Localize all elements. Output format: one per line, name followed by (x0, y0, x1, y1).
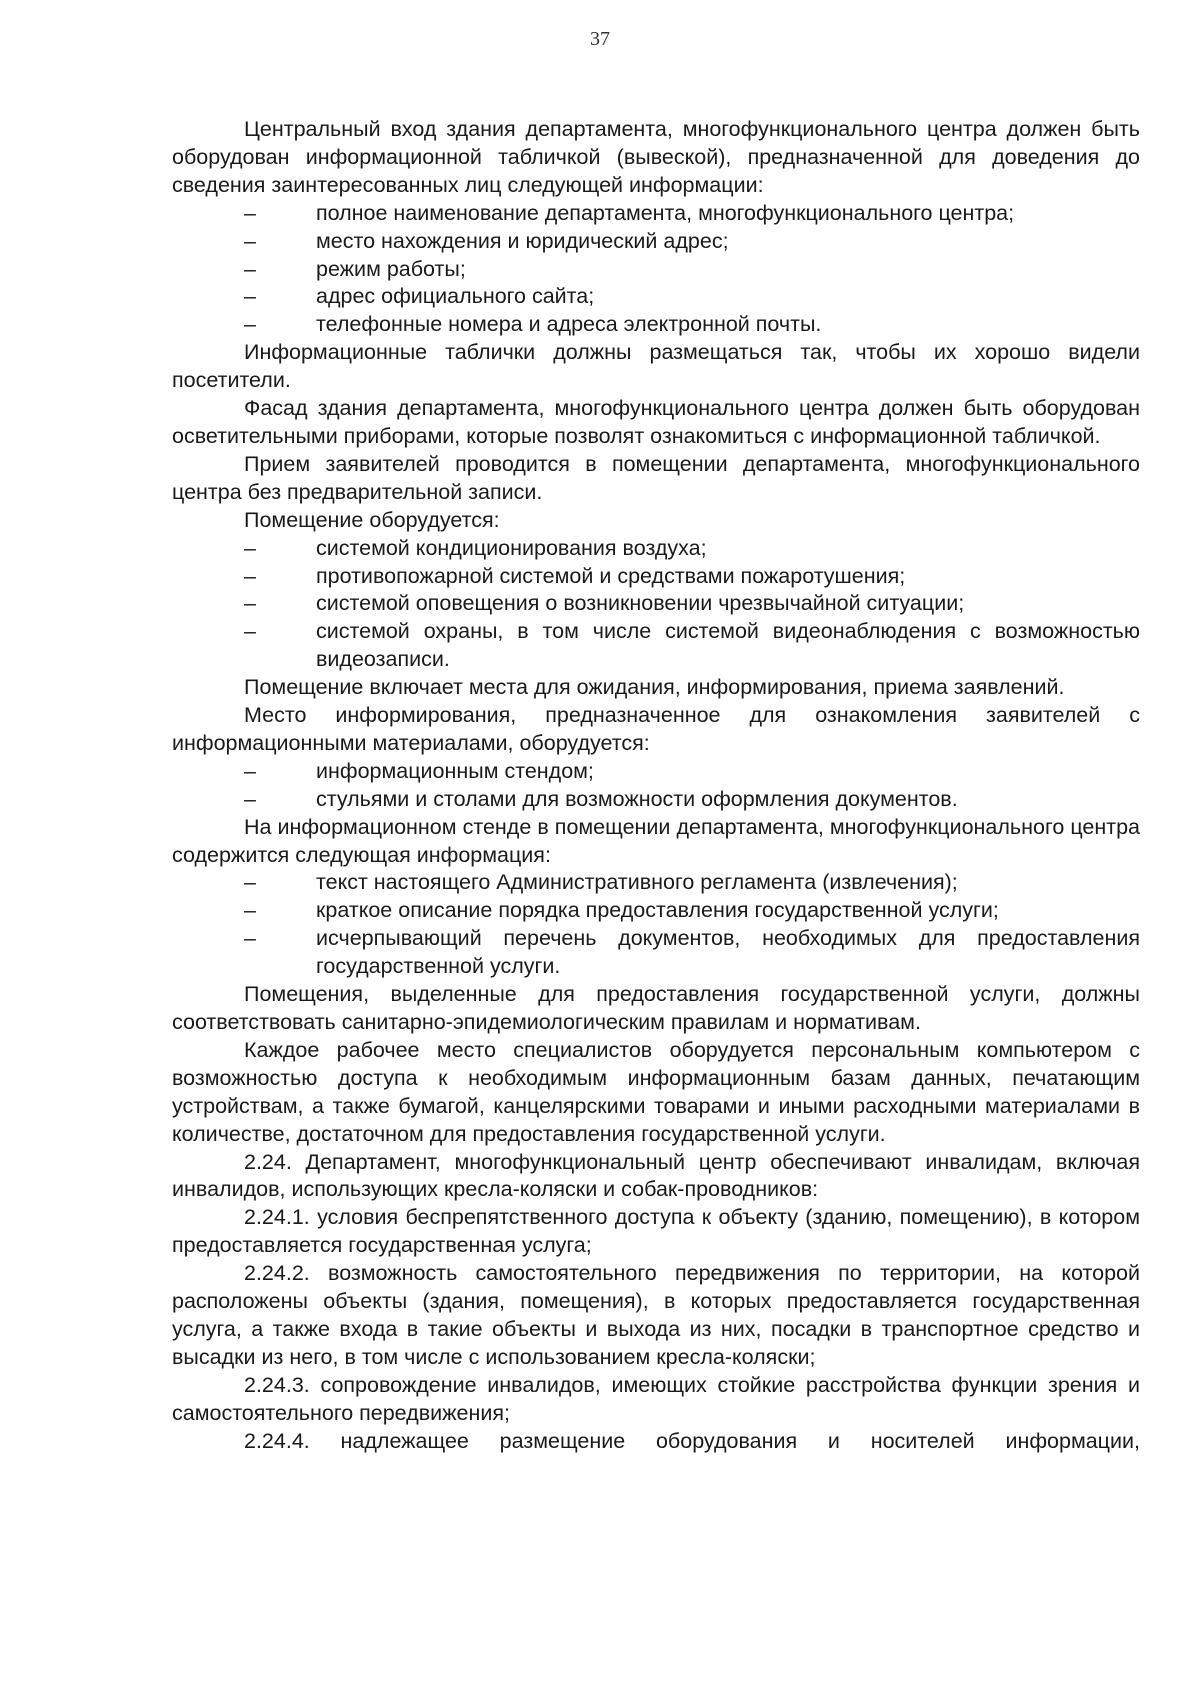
paragraph: Центральный вход здания департамента, многофункционального центра должен быть оборудован информационной табличкой (вывеской), предназначенной для доведения до сведения заинтересованных лиц следующей информации: (172, 117, 1140, 197)
paragraph: 2.24.4. надлежащее размещение оборудования и носителей информации, (244, 1428, 1140, 1453)
list-item (172, 256, 1140, 284)
list-item-text: текст настоящего Административного регламента (извлечения); (316, 870, 958, 895)
list-item-text: системой кондиционирования воздуха; (316, 535, 707, 560)
list-dash: – (244, 228, 256, 253)
list-dash: – (244, 758, 256, 783)
list-item (172, 590, 1140, 618)
list-dash: – (244, 591, 256, 616)
paragraph: Помещение оборудуется: (244, 507, 500, 532)
paragraph: 2.24.1. условия беспрепятственного доступа к объекту (зданию, помещению), в котором предоставляется государственная услуга; (172, 1205, 1140, 1258)
list-item (172, 618, 1140, 674)
paragraph: 2.24.3. сопровождение инвалидов, имеющих стойкие расстройства функции зрения и самостоятельного передвижения; (172, 1372, 1140, 1425)
list-item-text: противопожарной системой и средствами пожаротушения; (316, 563, 906, 588)
list-item (172, 311, 1140, 339)
paragraph: 2.24.2. возможность самостоятельного передвижения по территории, на которой расположены объекты (здания, помещения), в которых предоставляется государственная услуга, а также входа в такие объекты и выхода из них, посадки в транспортное средство и высадки из него, в том числе с использованием кресла-коляски; (172, 1261, 1140, 1369)
paragraph: Информационные таблички должны размещаться так, чтобы их хорошо видели посетители. (172, 340, 1140, 393)
paragraph: Помещение включает места для ожидания, информирования, приема заявлений. (244, 675, 1065, 700)
list-item-text: стульями и столами для возможности оформления документов. (316, 786, 958, 811)
list-item-text: информационным стендом; (316, 758, 594, 783)
list-item-text: системой оповещения о возникновении чрезвычайной ситуации; (316, 591, 965, 616)
list-item-text: адрес официального сайта; (316, 284, 595, 309)
paragraph: Прием заявителей проводится в помещении департамента, многофункционального центра без предварительной записи. (172, 451, 1140, 504)
list-item (172, 535, 1140, 563)
paragraph: Помещения, выделенные для предоставления государственной услуги, должны соответствовать санитарно-эпидемиологическим правилам и нормативам. (172, 982, 1140, 1034)
list-item (172, 758, 1140, 786)
list-item-text: телефонные номера и адреса электронной почты. (316, 312, 822, 337)
list-item-text: системой охраны, в том числе системой видеонаблюдения с возможностью видеозаписи. (316, 619, 1140, 672)
list-item (172, 200, 1140, 228)
list-item-text: исчерпывающий перечень документов, необходимых для предоставления государственной услуги. (316, 926, 1140, 979)
list-item-text: место нахождения и юридический адрес; (316, 228, 729, 253)
page-number: 37 (590, 28, 610, 50)
paragraph: Каждое рабочее место специалистов оборудуется персональным компьютером с возможностью доступа к необходимым информационным базам данных, печатающим устройствам, а также бумагой, канцелярскими товарами и иными расходными материалами в количестве, достаточном для предоставления государственной услуги. (172, 1037, 1140, 1146)
list-item (172, 786, 1140, 814)
list-dash: – (244, 898, 256, 923)
paragraph: Место информирования, предназначенное для ознакомления заявителей с информационными материалами, оборудуется: (172, 703, 1140, 755)
paragraph: 2.24. Департамент, многофункциональный центр обеспечивают инвалидам, включая инвалидов, использующих кресла-коляски и собак-проводников: (172, 1149, 1140, 1202)
list-item (172, 563, 1140, 591)
list-item-text: полное наименование департамента, многофункционального центра; (316, 200, 1015, 225)
list-dash: – (244, 535, 256, 560)
list-dash: – (244, 786, 256, 811)
list-dash: – (244, 619, 256, 644)
list-dash: – (244, 200, 256, 225)
list-item (172, 869, 1140, 897)
list-item (172, 228, 1140, 256)
list-dash: – (244, 284, 256, 309)
list-dash: – (244, 563, 256, 588)
list-item (172, 925, 1140, 981)
paragraph: На информационном стенде в помещении департамента, многофункционального центра содержится следующая информация: (172, 814, 1140, 867)
list-item (172, 283, 1140, 311)
list-dash: – (244, 870, 256, 895)
list-item (172, 897, 1140, 925)
list-item-text: краткое описание порядка предоставления государственной услуги; (316, 898, 999, 923)
list-dash: – (244, 312, 256, 337)
paragraph: Фасад здания департамента, многофункционального центра должен быть оборудован осветительными приборами, которые позволят ознакомиться с информационной табличкой. (172, 396, 1140, 448)
document-body (172, 116, 1140, 1456)
list-item-text: режим работы; (316, 256, 466, 281)
list-dash: – (244, 256, 256, 281)
list-dash: – (244, 926, 256, 951)
